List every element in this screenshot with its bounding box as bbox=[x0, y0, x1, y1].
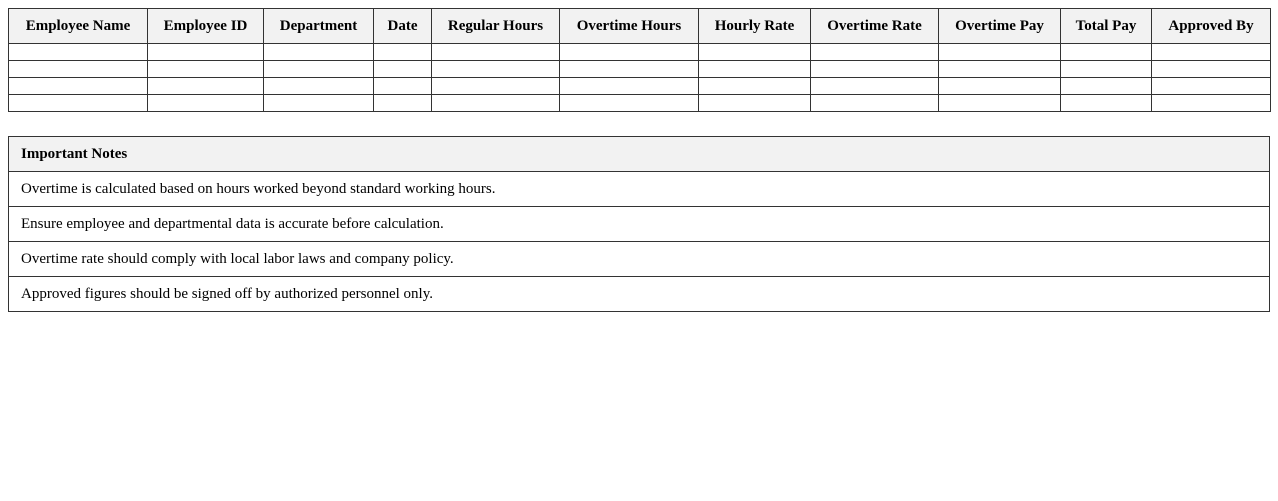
table-header-row bbox=[9, 9, 1271, 44]
table-cell[interactable] bbox=[699, 95, 811, 112]
overtime-table bbox=[8, 8, 1271, 112]
table-cell[interactable] bbox=[939, 44, 1061, 61]
table-cell[interactable] bbox=[939, 78, 1061, 95]
table-cell[interactable] bbox=[560, 44, 699, 61]
table-cell[interactable] bbox=[1061, 61, 1152, 78]
table-row bbox=[9, 95, 1271, 112]
note-item: Ensure employee and departmental data is accurate before calculation. bbox=[9, 207, 1270, 242]
column-header-employee-name: Employee Name bbox=[9, 9, 148, 44]
table-cell[interactable] bbox=[374, 61, 432, 78]
table-cell[interactable] bbox=[1152, 61, 1271, 78]
table-cell[interactable] bbox=[9, 95, 148, 112]
notes-header-row bbox=[9, 137, 1270, 172]
column-header-department: Department bbox=[264, 9, 374, 44]
table-cell[interactable] bbox=[699, 61, 811, 78]
table-cell[interactable] bbox=[811, 78, 939, 95]
note-item: Overtime rate should comply with local labor laws and company policy. bbox=[9, 242, 1270, 277]
table-cell[interactable] bbox=[9, 78, 148, 95]
column-header-approved-by: Approved By bbox=[1152, 9, 1271, 44]
column-header-total-pay: Total Pay bbox=[1061, 9, 1152, 44]
table-cell[interactable] bbox=[1061, 78, 1152, 95]
table-cell[interactable] bbox=[432, 95, 560, 112]
table-cell[interactable] bbox=[9, 44, 148, 61]
table-cell[interactable] bbox=[1152, 95, 1271, 112]
table-cell[interactable] bbox=[374, 78, 432, 95]
note-row bbox=[9, 207, 1270, 242]
table-cell[interactable] bbox=[148, 78, 264, 95]
table-cell[interactable] bbox=[432, 78, 560, 95]
table-cell[interactable] bbox=[9, 61, 148, 78]
table-cell[interactable] bbox=[1061, 44, 1152, 61]
table-cell[interactable] bbox=[1152, 78, 1271, 95]
table-cell[interactable] bbox=[560, 78, 699, 95]
column-header-hourly-rate: Hourly Rate bbox=[699, 9, 811, 44]
table-cell[interactable] bbox=[811, 44, 939, 61]
important-notes-table bbox=[8, 136, 1270, 312]
table-cell[interactable] bbox=[699, 78, 811, 95]
table-cell[interactable] bbox=[148, 61, 264, 78]
table-cell[interactable] bbox=[560, 95, 699, 112]
table-cell[interactable] bbox=[699, 44, 811, 61]
column-header-employee-id: Employee ID bbox=[148, 9, 264, 44]
note-item: Overtime is calculated based on hours worked beyond standard working hours. bbox=[9, 172, 1270, 207]
table-cell[interactable] bbox=[264, 44, 374, 61]
table-cell[interactable] bbox=[148, 95, 264, 112]
note-row bbox=[9, 172, 1270, 207]
table-cell[interactable] bbox=[374, 95, 432, 112]
table-cell[interactable] bbox=[811, 95, 939, 112]
column-header-overtime-hours: Overtime Hours bbox=[560, 9, 699, 44]
table-cell[interactable] bbox=[432, 61, 560, 78]
note-row bbox=[9, 242, 1270, 277]
notes-title: Important Notes bbox=[9, 137, 1270, 172]
table-cell[interactable] bbox=[939, 95, 1061, 112]
table-cell[interactable] bbox=[432, 44, 560, 61]
table-cell[interactable] bbox=[264, 78, 374, 95]
table-row bbox=[9, 61, 1271, 78]
table-cell[interactable] bbox=[1152, 44, 1271, 61]
column-header-overtime-rate: Overtime Rate bbox=[811, 9, 939, 44]
table-cell[interactable] bbox=[939, 61, 1061, 78]
table-cell[interactable] bbox=[264, 61, 374, 78]
table-cell[interactable] bbox=[560, 61, 699, 78]
table-cell[interactable] bbox=[1061, 95, 1152, 112]
note-item: Approved figures should be signed off by authorized personnel only. bbox=[9, 277, 1270, 312]
table-row bbox=[9, 44, 1271, 61]
table-cell[interactable] bbox=[374, 44, 432, 61]
column-header-date: Date bbox=[374, 9, 432, 44]
table-row bbox=[9, 78, 1271, 95]
table-cell[interactable] bbox=[148, 44, 264, 61]
column-header-regular-hours: Regular Hours bbox=[432, 9, 560, 44]
table-cell[interactable] bbox=[811, 61, 939, 78]
table-cell[interactable] bbox=[264, 95, 374, 112]
note-row bbox=[9, 277, 1270, 312]
column-header-overtime-pay: Overtime Pay bbox=[939, 9, 1061, 44]
